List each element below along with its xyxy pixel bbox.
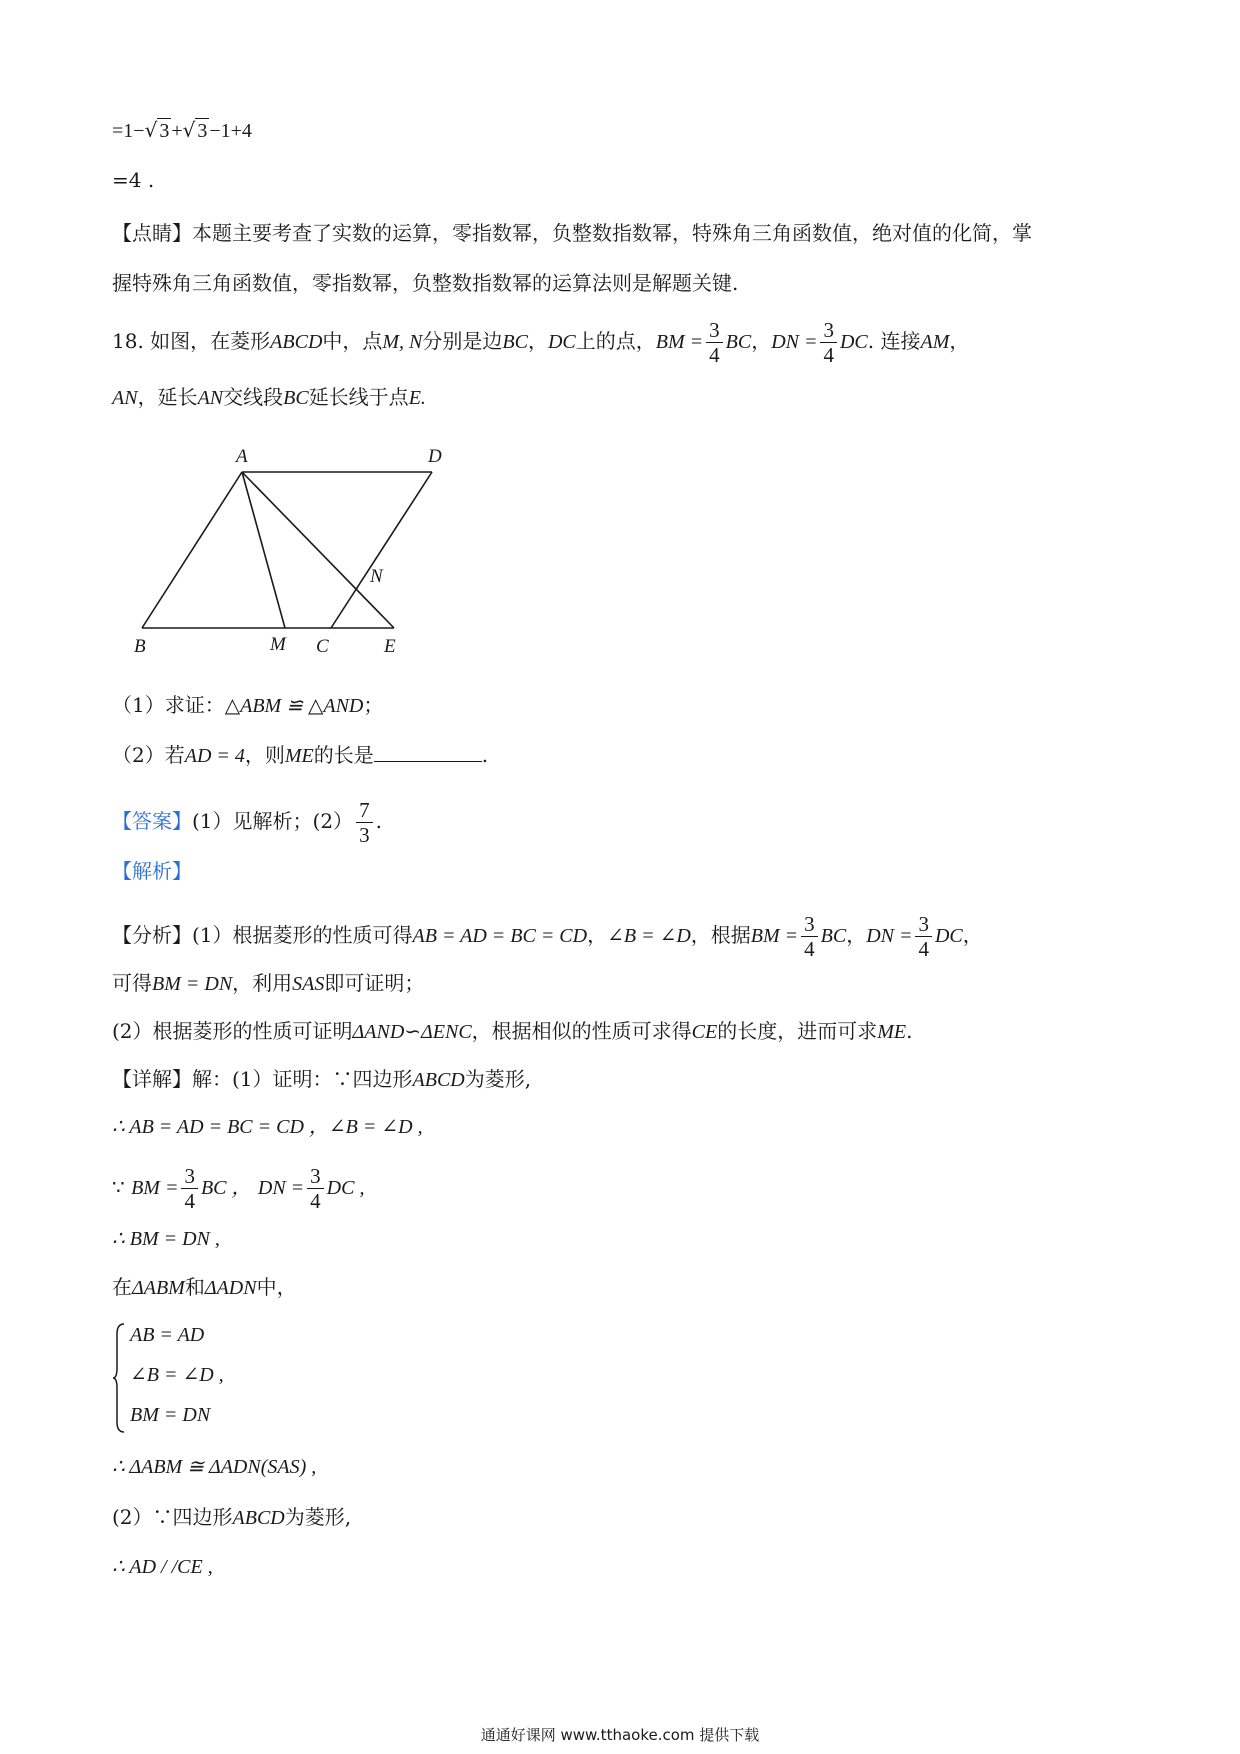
calc-line-1: =1−√ 3 +√ 3 −1+4 bbox=[112, 118, 252, 142]
fraction-3-4: $\frac{3}{4}$ bbox=[801, 912, 818, 961]
system-row-3: BM = DN bbox=[130, 1404, 211, 1426]
detail-line-4: ∴ BM = DN , bbox=[112, 1228, 220, 1250]
problem-line-1: 18. 如图，在菱形ABCD中，点M, N分别是边BC，DC上的点，BM = $\frac{3}{4}$ BC，DN = $\frac{3}{4}$ DC. 连接AM， bbox=[112, 318, 970, 367]
sqrt-3a: 3 bbox=[159, 120, 170, 142]
fenxi-line-2: 可得BM = DN，利用SAS即可证明； bbox=[112, 971, 425, 995]
calc-line-2: =4 . bbox=[112, 168, 155, 192]
detail-line-1: 【详解】解：(1）证明：∵四边形ABCD为菱形, bbox=[112, 1067, 532, 1091]
detail-line-6: ∴ ΔABM ≅ ΔADN(SAS) , bbox=[112, 1456, 317, 1478]
label-N: N bbox=[370, 566, 383, 587]
detail-line-7: (2）∵四边形ABCD为菱形, bbox=[112, 1505, 352, 1529]
fraction-3-4: $\frac{3}{4}$ bbox=[820, 318, 837, 367]
rhombus-figure bbox=[120, 440, 460, 670]
detail-line-2: ∴ AB = AD = BC = CD ，∠B = ∠D , bbox=[112, 1116, 423, 1138]
comment-line-2: 握特殊角三角函数值，零指数幂，负整数指数幂的运算法则是解题关键. bbox=[112, 271, 739, 295]
left-brace-icon bbox=[112, 1320, 128, 1436]
fraction-7-3: $\frac{7}{3}$ bbox=[356, 798, 373, 847]
detail-line-3: ∵ BM = $\frac{3}{4}$ BC ， DN = $\frac{3}{4}$ DC , bbox=[112, 1164, 365, 1213]
label-B: B bbox=[134, 636, 146, 657]
fenxi-line-1: 【分析】(1）根据菱形的性质可得AB = AD = BC = CD，∠B = ∠D，根据BM = $\frac{3}{4}$ BC，DN = $\frac{3}{4}$ DC， bbox=[112, 912, 983, 961]
fraction-3-4: $\frac{3}{4}$ bbox=[915, 912, 932, 961]
fraction-3-4: $\frac{3}{4}$ bbox=[307, 1164, 324, 1213]
label-D: D bbox=[428, 446, 442, 467]
segment-AM bbox=[242, 472, 285, 628]
analysis-label: 【解析】 bbox=[112, 859, 192, 883]
comment-line-1: 【点睛】本题主要考查了实数的运算，零指数幂，负整数指数幂，特殊角三角函数值，绝对值的化简，掌 bbox=[112, 221, 1032, 245]
question-2: （2）若AD = 4，则ME的长是 . bbox=[112, 743, 489, 767]
system-row-2: ∠B = ∠D , bbox=[130, 1364, 224, 1386]
label-C: C bbox=[316, 636, 329, 657]
system-row-1: AB = AD bbox=[130, 1324, 205, 1346]
sqrt-3b: 3 bbox=[197, 120, 208, 142]
page-footer: 通通好课网 www.tthaoke.com 提供下载 bbox=[480, 1726, 760, 1744]
detail-line-8: ∴ AD / /CE , bbox=[112, 1556, 213, 1578]
answer-blank bbox=[374, 741, 482, 762]
problem-line-2: AN，延长AN交线段BC延长线于点E. bbox=[112, 385, 426, 409]
detail-line-5: 在ΔABM和ΔADN中， bbox=[112, 1275, 297, 1299]
question-1: （1）求证：△ABM ≌ △AND； bbox=[112, 693, 384, 717]
segment-DC bbox=[331, 472, 432, 628]
segment-AE bbox=[242, 472, 394, 628]
answer-line: 【答案】(1）见解析；(2） $\frac{7}{3}$ . bbox=[112, 798, 382, 847]
fraction-3-4: $\frac{3}{4}$ bbox=[181, 1164, 198, 1213]
segment-AB bbox=[142, 472, 242, 628]
equation-system bbox=[112, 1320, 312, 1436]
label-A: A bbox=[236, 446, 248, 467]
label-E: E bbox=[384, 636, 396, 657]
fenxi-line-3: (2）根据菱形的性质可证明ΔAND∽ΔENC，根据相似的性质可求得CE的长度，进而可求ME. bbox=[112, 1019, 913, 1043]
label-M: M bbox=[270, 634, 286, 655]
fraction-3-4: $\frac{3}{4}$ bbox=[706, 318, 723, 367]
